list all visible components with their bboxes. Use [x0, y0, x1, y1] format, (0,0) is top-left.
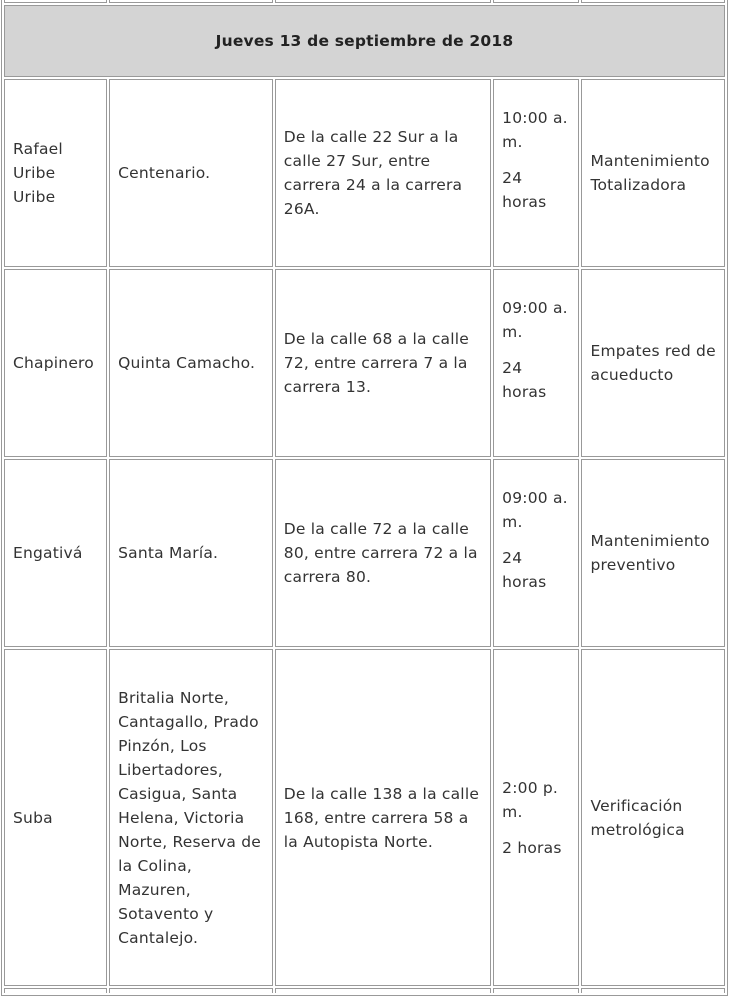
- edge-cell: [4, 0, 107, 3]
- reason-cell: Mantenimiento Totalizadora: [581, 79, 725, 267]
- edge-cell: [109, 988, 273, 993]
- neighborhood-cell: Britalia Norte, Cantagallo, Prado Pinzón, Los Libertadores, Casigua, Santa Helena, Victoria Norte, Reserva de la Colina, Mazuren, Sotavento y Cantalejo.: [109, 649, 273, 986]
- sector-cell: De la calle 68 a la calle 72, entre carrera 7 a la carrera 13.: [275, 269, 491, 457]
- duration: 24 horas: [502, 169, 547, 211]
- start-time: 09:00 a. m.: [502, 299, 568, 341]
- sector-cell: De la calle 72 a la calle 80, entre carrera 72 a la carrera 80.: [275, 459, 491, 647]
- time-cell: [493, 79, 579, 267]
- table-row: [4, 459, 725, 647]
- time-cell: [493, 459, 579, 647]
- previous-rows-edge: [4, 0, 725, 3]
- edge-cell: [275, 0, 491, 3]
- sector-cell: De la calle 138 a la calle 168, entre carrera 58 a la Autopista Norte.: [275, 649, 491, 986]
- outage-schedule-table: [1, 0, 728, 996]
- time-cell: [493, 649, 579, 986]
- locality-cell: Rafael Uribe Uribe: [4, 79, 107, 267]
- next-rows-edge: [4, 988, 725, 993]
- sector-cell: De la calle 22 Sur a la calle 27 Sur, entre carrera 24 a la carrera 26A.: [275, 79, 491, 267]
- start-time: 09:00 a. m.: [502, 489, 568, 531]
- reason-cell: Empates red de acueducto: [581, 269, 725, 457]
- edge-cell: [493, 0, 579, 3]
- table-row: [4, 649, 725, 986]
- edge-cell: [581, 0, 725, 3]
- duration: 24 horas: [502, 549, 547, 591]
- edge-cell: [493, 988, 579, 993]
- neighborhood-cell: Quinta Camacho.: [109, 269, 273, 457]
- date-header-row: [4, 5, 725, 77]
- edge-cell: [581, 988, 725, 993]
- reason-cell: Verificación metrológica: [581, 649, 725, 986]
- edge-cell: [4, 988, 107, 993]
- table-row: [4, 79, 725, 267]
- locality-cell: Suba: [4, 649, 107, 986]
- duration: 24 horas: [502, 359, 547, 401]
- date-header: Jueves 13 de septiembre de 2018: [4, 5, 725, 77]
- table-row: [4, 269, 725, 457]
- neighborhood-cell: Centenario.: [109, 79, 273, 267]
- time-cell: [493, 269, 579, 457]
- edge-cell: [109, 0, 273, 3]
- duration: 2 horas: [502, 838, 562, 857]
- start-time: 10:00 a. m.: [502, 109, 568, 151]
- reason-cell: Mantenimiento preventivo: [581, 459, 725, 647]
- locality-cell: Chapinero: [4, 269, 107, 457]
- locality-cell: Engativá: [4, 459, 107, 647]
- neighborhood-cell: Santa María.: [109, 459, 273, 647]
- start-time: 2:00 p. m.: [502, 778, 559, 821]
- edge-cell: [275, 988, 491, 993]
